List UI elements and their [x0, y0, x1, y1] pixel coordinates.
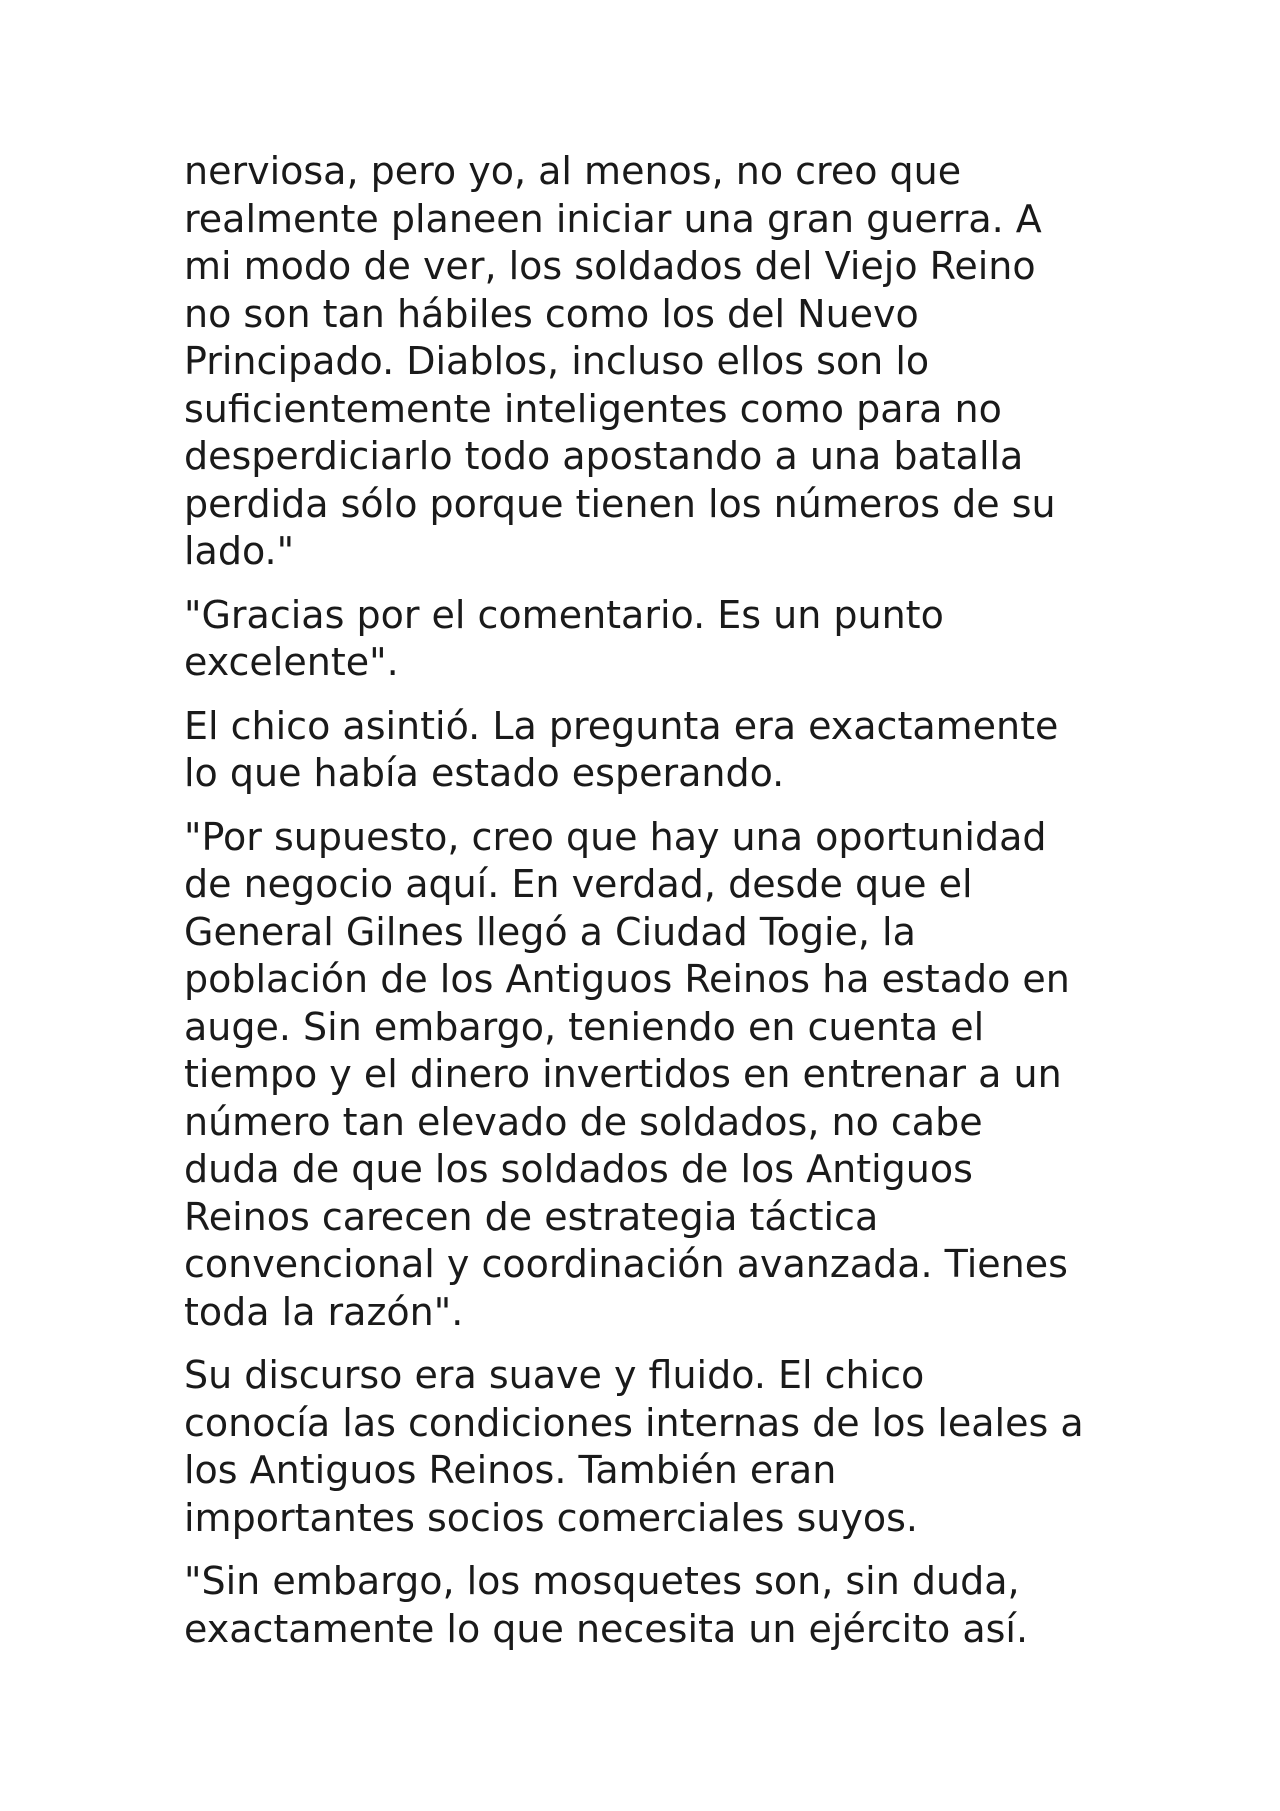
- text-line: número tan elevado de soldados, no cabe: [184, 1099, 983, 1144]
- text-line: lado.": [184, 529, 295, 573]
- text-line: realmente planeen iniciar una gran guerra. A: [184, 196, 1042, 241]
- paragraph-4: [184, 814, 1124, 1337]
- text-line: El chico asintió. La pregunta era exactamente: [184, 703, 1059, 748]
- paragraph-5: [184, 1352, 1124, 1542]
- paragraph-2: [184, 592, 1124, 687]
- text-line: excelente".: [184, 640, 399, 684]
- paragraph-1: [184, 148, 1124, 576]
- text-line: "Gracias por el comentario. Es un punto: [184, 592, 944, 637]
- text-line: mi modo de ver, los soldados del Viejo Reino: [184, 244, 1036, 288]
- text-line: General Gilnes llegó a Ciudad Togie, la: [184, 909, 916, 954]
- text-line: lo que había estado esperando.: [184, 751, 785, 795]
- text-line: convencional y coordinación avanzada. Tienes: [184, 1242, 1068, 1286]
- text-line: exactamente lo que necesita un ejército así.: [184, 1606, 1029, 1651]
- text-line: importantes socios comerciales suyos.: [184, 1495, 918, 1540]
- text-line: "Sin embargo, los mosquetes son, sin duda,: [184, 1559, 1020, 1603]
- text-line: auge. Sin embargo, teniendo en cuenta el: [184, 1004, 985, 1049]
- text-line: tiempo y el dinero invertidos en entrenar a un: [184, 1052, 1062, 1096]
- text-column: [184, 148, 1124, 1669]
- text-line: toda la razón".: [184, 1289, 464, 1334]
- text-line: "Por supuesto, creo que hay una oportunidad: [184, 814, 1047, 859]
- text-line: Principado. Diablos, incluso ellos son lo: [184, 339, 930, 383]
- text-line: conocía las condiciones internas de los leales a: [184, 1400, 1084, 1445]
- text-line: Su discurso era suave y fluido. El chico: [184, 1353, 925, 1397]
- text-line: duda de que los soldados de los Antiguos: [184, 1147, 973, 1191]
- text-line: desperdiciarlo todo apostando a una batalla: [184, 434, 1024, 478]
- text-line: suficientemente inteligentes como para no: [184, 386, 1002, 431]
- text-line: los Antiguos Reinos. También eran: [184, 1448, 837, 1492]
- text-line: Reinos carecen de estrategia táctica: [184, 1194, 879, 1239]
- text-line: población de los Antiguos Reinos ha estado en: [184, 957, 1070, 1001]
- text-line: nerviosa, pero yo, al menos, no creo que: [184, 149, 962, 193]
- text-line: de negocio aquí. En verdad, desde que el: [184, 862, 973, 906]
- paragraph-6: [184, 1558, 1124, 1653]
- text-line: no son tan hábiles como los del Nuevo: [184, 291, 919, 336]
- text-line: perdida sólo porque tienen los números de su: [184, 481, 1056, 526]
- paragraph-3: [184, 703, 1124, 798]
